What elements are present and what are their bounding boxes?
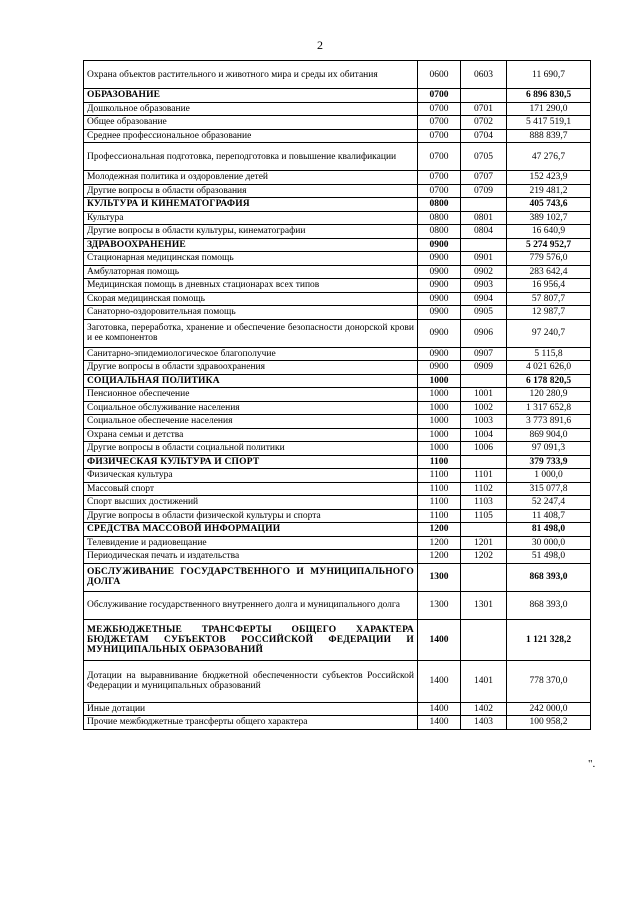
- row-amount-cell: 152 423,9: [507, 171, 591, 185]
- row-name-cell: Другие вопросы в области здравоохранения: [84, 361, 418, 375]
- row-amount-cell: 12 987,7: [507, 306, 591, 320]
- row-subsection-code-cell: 0704: [461, 129, 507, 143]
- row-section-code-cell: 1100: [418, 496, 461, 510]
- row-name-cell: Среднее профессиональное образование: [84, 129, 418, 143]
- table-row: [84, 428, 591, 442]
- table-row: [84, 550, 591, 564]
- row-section-code-cell: 1400: [418, 702, 461, 716]
- row-name-cell: Спорт высших достижений: [84, 496, 418, 510]
- row-name-cell: Другие вопросы в области культуры, кинематографии: [84, 225, 418, 239]
- row-amount-cell: 5 274 952,7: [507, 238, 591, 252]
- table-row: [84, 61, 591, 89]
- row-amount-cell: 171 290,0: [507, 102, 591, 116]
- row-amount-cell: 100 958,2: [507, 716, 591, 730]
- table-row: [84, 306, 591, 320]
- row-section-code-cell: 0900: [418, 279, 461, 293]
- row-subsection-code-cell: 1102: [461, 482, 507, 496]
- row-section-code-cell: 1000: [418, 374, 461, 388]
- row-name-cell: Общее образование: [84, 116, 418, 130]
- page-number: 2: [317, 38, 323, 52]
- row-subsection-code-cell: 0904: [461, 292, 507, 306]
- row-name-cell: Молодежная политика и оздоровление детей: [84, 171, 418, 185]
- row-amount-cell: 242 000,0: [507, 702, 591, 716]
- table-row: [84, 591, 591, 619]
- row-name-cell: СРЕДСТВА МАССОВОЙ ИНФОРМАЦИИ: [84, 523, 418, 537]
- row-subsection-code-cell: [461, 619, 507, 661]
- row-subsection-code-cell: 1301: [461, 591, 507, 619]
- budget-table-body: [84, 61, 591, 730]
- table-row: [84, 361, 591, 375]
- row-name-cell: Заготовка, переработка, хранение и обеспечение безопасности донорской крови и ее компонентов: [84, 319, 418, 347]
- section-header-row: [84, 238, 591, 252]
- table-row: [84, 171, 591, 185]
- table-row: [84, 469, 591, 483]
- row-amount-cell: 888 839,7: [507, 129, 591, 143]
- row-subsection-code-cell: 0709: [461, 184, 507, 198]
- row-section-code-cell: 0900: [418, 306, 461, 320]
- row-section-code-cell: 1300: [418, 591, 461, 619]
- row-section-code-cell: 0800: [418, 211, 461, 225]
- table-row: [84, 716, 591, 730]
- row-subsection-code-cell: 1201: [461, 536, 507, 550]
- row-amount-cell: 97 240,7: [507, 319, 591, 347]
- table-row: [84, 536, 591, 550]
- row-section-code-cell: 1400: [418, 619, 461, 661]
- row-name-cell: Скорая медицинская помощь: [84, 292, 418, 306]
- row-subsection-code-cell: 0701: [461, 102, 507, 116]
- row-name-cell: Другие вопросы в области физической культуры и спорта: [84, 509, 418, 523]
- table-row: [84, 265, 591, 279]
- row-section-code-cell: 1100: [418, 509, 461, 523]
- row-amount-cell: 379 733,9: [507, 455, 591, 469]
- row-section-code-cell: 0900: [418, 238, 461, 252]
- table-row: [84, 211, 591, 225]
- table-row: [84, 415, 591, 429]
- row-name-cell: Прочие межбюджетные трансферты общего характера: [84, 716, 418, 730]
- row-amount-cell: 16 640,9: [507, 225, 591, 239]
- row-subsection-code-cell: 0909: [461, 361, 507, 375]
- row-section-code-cell: 0900: [418, 319, 461, 347]
- table-row: [84, 401, 591, 415]
- row-subsection-code-cell: 0902: [461, 265, 507, 279]
- table-row: [84, 482, 591, 496]
- row-amount-cell: 6 178 820,5: [507, 374, 591, 388]
- row-subsection-code-cell: 0903: [461, 279, 507, 293]
- row-name-cell: ОБРАЗОВАНИЕ: [84, 89, 418, 103]
- row-amount-cell: 219 481,2: [507, 184, 591, 198]
- section-header-row: [84, 455, 591, 469]
- row-section-code-cell: 0700: [418, 129, 461, 143]
- row-section-code-cell: 0900: [418, 292, 461, 306]
- row-amount-cell: 16 956,4: [507, 279, 591, 293]
- table-row: [84, 702, 591, 716]
- row-amount-cell: 47 276,7: [507, 143, 591, 171]
- row-subsection-code-cell: [461, 198, 507, 212]
- row-name-cell: Медицинская помощь в дневных стационарах всех типов: [84, 279, 418, 293]
- table-row: [84, 496, 591, 510]
- row-name-cell: Социальное обеспечение населения: [84, 415, 418, 429]
- row-name-cell: Иные дотации: [84, 702, 418, 716]
- row-amount-cell: 1 000,0: [507, 469, 591, 483]
- row-subsection-code-cell: 0804: [461, 225, 507, 239]
- row-amount-cell: 30 000,0: [507, 536, 591, 550]
- row-name-cell: Охрана объектов растительного и животного мира и среды их обитания: [84, 61, 418, 89]
- row-subsection-code-cell: 0901: [461, 252, 507, 266]
- row-amount-cell: 389 102,7: [507, 211, 591, 225]
- row-amount-cell: 120 280,9: [507, 388, 591, 402]
- row-name-cell: ФИЗИЧЕСКАЯ КУЛЬТУРА И СПОРТ: [84, 455, 418, 469]
- budget-table: [83, 60, 591, 730]
- table-row: [84, 292, 591, 306]
- row-name-cell: Обслуживание государственного внутреннего долга и муниципального долга: [84, 591, 418, 619]
- row-subsection-code-cell: 0603: [461, 61, 507, 89]
- row-section-code-cell: 1200: [418, 523, 461, 537]
- row-section-code-cell: 0900: [418, 265, 461, 279]
- table-row: [84, 388, 591, 402]
- row-section-code-cell: 1400: [418, 716, 461, 730]
- row-name-cell: Другие вопросы в области образования: [84, 184, 418, 198]
- row-name-cell: СОЦИАЛЬНАЯ ПОЛИТИКА: [84, 374, 418, 388]
- row-subsection-code-cell: 0907: [461, 347, 507, 361]
- row-amount-cell: 778 370,0: [507, 661, 591, 703]
- row-amount-cell: 11 408,7: [507, 509, 591, 523]
- row-section-code-cell: 0700: [418, 171, 461, 185]
- row-section-code-cell: 1000: [418, 415, 461, 429]
- row-amount-cell: 315 077,8: [507, 482, 591, 496]
- row-section-code-cell: 1000: [418, 388, 461, 402]
- row-subsection-code-cell: 0705: [461, 143, 507, 171]
- row-section-code-cell: 0900: [418, 347, 461, 361]
- row-section-code-cell: 1000: [418, 428, 461, 442]
- section-header-row: [84, 523, 591, 537]
- row-amount-cell: 779 576,0: [507, 252, 591, 266]
- row-name-cell: Дотации на выравнивание бюджетной обеспеченности субъектов Российской Федерации и муниципальных образований: [84, 661, 418, 703]
- row-subsection-code-cell: 1401: [461, 661, 507, 703]
- row-subsection-code-cell: [461, 374, 507, 388]
- row-section-code-cell: 0900: [418, 361, 461, 375]
- row-subsection-code-cell: 1006: [461, 442, 507, 456]
- table-row: [84, 143, 591, 171]
- row-section-code-cell: 0700: [418, 116, 461, 130]
- row-section-code-cell: 1000: [418, 442, 461, 456]
- row-name-cell: Периодическая печать и издательства: [84, 550, 418, 564]
- row-subsection-code-cell: 0801: [461, 211, 507, 225]
- row-amount-cell: 52 247,4: [507, 496, 591, 510]
- row-amount-cell: 868 393,0: [507, 591, 591, 619]
- row-amount-cell: 1 317 652,8: [507, 401, 591, 415]
- row-amount-cell: 57 807,7: [507, 292, 591, 306]
- row-amount-cell: 869 904,0: [507, 428, 591, 442]
- row-section-code-cell: 0900: [418, 252, 461, 266]
- table-row: [84, 252, 591, 266]
- row-subsection-code-cell: [461, 455, 507, 469]
- row-amount-cell: 6 896 830,5: [507, 89, 591, 103]
- row-subsection-code-cell: 1101: [461, 469, 507, 483]
- row-name-cell: КУЛЬТУРА И КИНЕМАТОГРАФИЯ: [84, 198, 418, 212]
- table-row: [84, 442, 591, 456]
- row-name-cell: Телевидение и радиовещание: [84, 536, 418, 550]
- row-subsection-code-cell: 1103: [461, 496, 507, 510]
- row-section-code-cell: 1100: [418, 482, 461, 496]
- row-amount-cell: 97 091,3: [507, 442, 591, 456]
- row-amount-cell: 283 642,4: [507, 265, 591, 279]
- row-section-code-cell: 1200: [418, 550, 461, 564]
- row-section-code-cell: 0800: [418, 225, 461, 239]
- row-subsection-code-cell: 1105: [461, 509, 507, 523]
- row-amount-cell: 868 393,0: [507, 563, 591, 591]
- row-section-code-cell: 1400: [418, 661, 461, 703]
- row-name-cell: Культура: [84, 211, 418, 225]
- row-name-cell: Охрана семьи и детства: [84, 428, 418, 442]
- row-name-cell: Стационарная медицинская помощь: [84, 252, 418, 266]
- row-name-cell: Массовый спорт: [84, 482, 418, 496]
- row-amount-cell: 81 498,0: [507, 523, 591, 537]
- row-section-code-cell: 0700: [418, 143, 461, 171]
- row-section-code-cell: 0700: [418, 184, 461, 198]
- row-section-code-cell: 0600: [418, 61, 461, 89]
- row-subsection-code-cell: 1402: [461, 702, 507, 716]
- row-name-cell: Профессиональная подготовка, переподготовка и повышение квалификации: [84, 143, 418, 171]
- row-subsection-code-cell: 1202: [461, 550, 507, 564]
- table-row: [84, 129, 591, 143]
- row-name-cell: Амбулаторная помощь: [84, 265, 418, 279]
- row-subsection-code-cell: 1003: [461, 415, 507, 429]
- row-name-cell: МЕЖБЮДЖЕТНЫЕ ТРАНСФЕРТЫ ОБЩЕГО ХАРАКТЕРА БЮДЖЕТАМ СУБЪЕКТОВ РОССИЙСКОЙ ФЕДЕРАЦИИ И МУНИЦИПАЛЬНЫХ ОБРАЗОВАНИЙ: [84, 619, 418, 661]
- row-amount-cell: 4 021 626,0: [507, 361, 591, 375]
- table-row: [84, 279, 591, 293]
- row-subsection-code-cell: [461, 523, 507, 537]
- row-section-code-cell: 0700: [418, 102, 461, 116]
- row-name-cell: Санитарно-эпидемиологическое благополучие: [84, 347, 418, 361]
- section-header-row: [84, 563, 591, 591]
- section-header-row: [84, 89, 591, 103]
- row-name-cell: ОБСЛУЖИВАНИЕ ГОСУДАРСТВЕННОГО И МУНИЦИПАЛЬНОГО ДОЛГА: [84, 563, 418, 591]
- section-header-row: [84, 619, 591, 661]
- table-row: [84, 225, 591, 239]
- row-amount-cell: 11 690,7: [507, 61, 591, 89]
- row-name-cell: Другие вопросы в области социальной политики: [84, 442, 418, 456]
- row-section-code-cell: 1100: [418, 455, 461, 469]
- row-subsection-code-cell: [461, 89, 507, 103]
- table-row: [84, 509, 591, 523]
- row-subsection-code-cell: 0702: [461, 116, 507, 130]
- row-name-cell: Дошкольное образование: [84, 102, 418, 116]
- table-row: [84, 116, 591, 130]
- row-amount-cell: 51 498,0: [507, 550, 591, 564]
- row-subsection-code-cell: 0905: [461, 306, 507, 320]
- row-subsection-code-cell: 1403: [461, 716, 507, 730]
- row-subsection-code-cell: 1002: [461, 401, 507, 415]
- section-header-row: [84, 374, 591, 388]
- table-row: [84, 319, 591, 347]
- row-section-code-cell: 1100: [418, 469, 461, 483]
- section-header-row: [84, 198, 591, 212]
- row-amount-cell: 405 743,6: [507, 198, 591, 212]
- table-row: [84, 347, 591, 361]
- row-section-code-cell: 1300: [418, 563, 461, 591]
- closing-quote-mark: ".: [588, 758, 596, 770]
- table-row: [84, 102, 591, 116]
- row-name-cell: Санаторно-оздоровительная помощь: [84, 306, 418, 320]
- row-section-code-cell: 0700: [418, 89, 461, 103]
- table-row: [84, 661, 591, 703]
- row-section-code-cell: 1000: [418, 401, 461, 415]
- row-subsection-code-cell: 1001: [461, 388, 507, 402]
- row-amount-cell: 5 417 519,1: [507, 116, 591, 130]
- row-amount-cell: 3 773 891,6: [507, 415, 591, 429]
- row-subsection-code-cell: [461, 563, 507, 591]
- row-amount-cell: 1 121 328,2: [507, 619, 591, 661]
- row-name-cell: Физическая культура: [84, 469, 418, 483]
- row-subsection-code-cell: [461, 238, 507, 252]
- row-subsection-code-cell: 1004: [461, 428, 507, 442]
- row-subsection-code-cell: 0707: [461, 171, 507, 185]
- row-section-code-cell: 1200: [418, 536, 461, 550]
- row-amount-cell: 5 115,8: [507, 347, 591, 361]
- row-name-cell: Пенсионное обеспечение: [84, 388, 418, 402]
- table-row: [84, 184, 591, 198]
- row-section-code-cell: 0800: [418, 198, 461, 212]
- row-name-cell: Социальное обслуживание населения: [84, 401, 418, 415]
- row-name-cell: ЗДРАВООХРАНЕНИЕ: [84, 238, 418, 252]
- row-subsection-code-cell: 0906: [461, 319, 507, 347]
